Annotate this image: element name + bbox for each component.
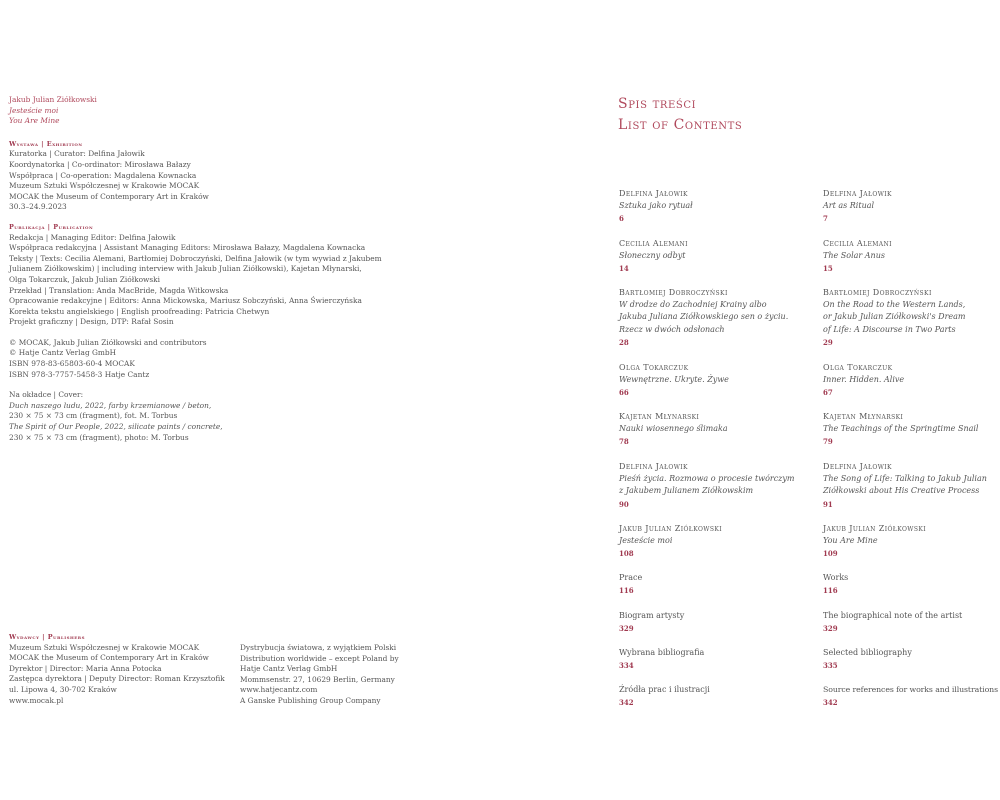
entry-title: Pieśń życia. Rozmowa o procesie twórczym	[619, 474, 795, 484]
publishers-right	[240, 643, 399, 707]
entry-title: The Teachings of the Springtime Snail	[823, 424, 979, 434]
entry-author: Kajetan Młynarski	[619, 412, 700, 421]
publication-line: Korekta tekstu angielskiego | English proofreading: Patricia Chetwyn	[9, 306, 270, 316]
entry-title: Works	[823, 573, 849, 582]
entry-author: Delfina Jałowik	[619, 189, 688, 198]
distribution-line: Dystrybucja światowa, z wyjątkiem Polski	[240, 643, 397, 652]
cover-heading: Na okładce | Cover:	[9, 390, 84, 400]
publisher-line: Muzeum Sztuki Współczesnej w Krakowie MOCAK	[9, 642, 200, 652]
toc-entry-en	[823, 523, 1000, 561]
toc-entry-en	[823, 684, 998, 709]
exhibition-line: Kuratorka | Curator: Delfina Jałowik	[9, 149, 145, 159]
toc-heading	[618, 94, 742, 136]
entry-title: Nauki wiosennego ślimaka	[619, 424, 728, 434]
publication-line: Olga Tokarczuk, Jakub Julian Ziółkowski	[9, 274, 160, 284]
distribution-url: www.hatjecantz.com	[240, 685, 318, 695]
toc-entry-pl	[619, 238, 799, 276]
copyright-line: © MOCAK, Jakub Julian Ziółkowski and contributors	[9, 337, 207, 347]
toc-entry-pl	[619, 287, 819, 349]
title-en: You Are Mine	[9, 116, 60, 126]
entry-page: 14	[619, 264, 629, 274]
entry-author: Bartłomiej Dobroczyński	[823, 288, 932, 297]
entry-page: 329	[823, 624, 838, 634]
publication-line: Przekład | Translation: Anda MacBride, Magda Witkowska	[9, 285, 229, 295]
exhibition-line: Muzeum Sztuki Współczesnej w Krakowie MOCAK	[9, 181, 200, 191]
entry-author: Jakub Julian Ziółkowski	[823, 524, 926, 533]
toc-entry-pl	[619, 523, 799, 561]
entry-page: 66	[619, 388, 629, 398]
entry-title: You Are Mine	[823, 536, 878, 546]
toc-entry-en	[823, 287, 998, 349]
entry-title: On the Road to the Western Lands,	[823, 300, 966, 310]
exhibition-line: MOCAK the Museum of Contemporary Art in Kraków	[9, 191, 209, 201]
title-pl: Jesteście moi	[9, 105, 59, 115]
exhibition-dates: 30.3–24.9.2023	[9, 202, 67, 212]
publication-line: Opracowanie redakcyjne | Editors: Anna Mickowska, Mariusz Sobczyński, Anna Świerczyńska	[9, 296, 362, 306]
toc-entry-pl	[619, 647, 799, 672]
toc-entry-en	[823, 647, 1000, 672]
publication-line: Projekt graficzny | Design, DTP: Rafał Sosin	[9, 317, 174, 327]
entry-title: The biographical note of the artist	[823, 611, 963, 620]
entry-title: The Solar Anus	[823, 251, 885, 261]
cover-line: The Spirit of Our People, 2022, silicate paints / concrete,	[9, 422, 223, 432]
entry-page: 28	[619, 337, 629, 347]
toc-entry-en	[823, 188, 1000, 226]
entry-title: Wybrana bibliografia	[619, 648, 705, 657]
entry-page: 79	[823, 437, 833, 447]
toc-entry-en	[823, 362, 1000, 400]
entry-page: 6	[619, 214, 624, 224]
entry-page: 108	[619, 549, 634, 559]
entry-author: Jakub Julian Ziółkowski	[619, 524, 722, 533]
exhibition-heading: Wystawa | Exhibition	[9, 139, 83, 148]
entry-title: or Jakub Julian Ziółkowski's Dream	[823, 312, 966, 322]
entry-title: The Song of Life: Talking to Jakub Julian	[823, 474, 987, 484]
entry-page: 116	[823, 586, 838, 596]
publisher-line: Zastępca dyrektora | Deputy Director: Roman Krzysztofik	[9, 674, 225, 684]
toc-entry-pl	[619, 362, 799, 400]
toc-title-pl: Spis treści	[618, 96, 697, 112]
entry-page: 29	[823, 337, 833, 347]
isbn-mocak: ISBN 978-83-65803-60-4 MOCAK	[9, 359, 135, 369]
publisher-line: Dyrektor | Director: Maria Anna Potocka	[9, 663, 162, 673]
entry-page: 334	[619, 661, 634, 671]
entry-page: 67	[823, 388, 833, 398]
publisher-line: ul. Lipowa 4, 30-702 Kraków	[9, 684, 117, 694]
publication-line: Redakcja | Managing Editor: Delfina Jałowik	[9, 232, 176, 242]
toc-title-en: List of Contents	[618, 117, 743, 133]
entry-page: 15	[823, 264, 833, 274]
entry-title: Ziółkowski about His Creative Process	[823, 486, 980, 496]
toc-entry-en	[823, 411, 998, 449]
entry-title: of Life: A Discourse in Two Parts	[823, 324, 956, 334]
entry-page: 335	[823, 661, 838, 671]
toc-entry-pl	[619, 188, 799, 226]
entry-author: Kajetan Młynarski	[823, 412, 904, 421]
entry-page: 342	[823, 698, 838, 708]
isbn-hatje-cantz: ISBN 978-3-7757-5458-3 Hatje Cantz	[9, 369, 150, 379]
toc-entry-pl	[619, 411, 799, 449]
entry-title: Jakuba Juliana Ziółkowskiego sen o życiu.	[619, 312, 789, 322]
artist-name: Jakub Julian Ziółkowski	[9, 95, 97, 104]
entry-author: Delfina Jałowik	[619, 462, 688, 471]
entry-title: Jesteście moi	[619, 536, 673, 546]
entry-title: Źródła prac i ilustracji	[619, 685, 710, 694]
entry-page: 91	[823, 499, 833, 509]
entry-author: Delfina Jałowik	[823, 189, 892, 198]
entry-title: Rzecz w dwóch odsłonach	[619, 324, 725, 334]
cover-line: Duch naszego ludu, 2022, farby krzemianowe / beton,	[9, 400, 212, 410]
entry-page: 116	[619, 586, 634, 596]
entry-title: Art as Ritual	[823, 201, 875, 211]
entry-author: Bartłomiej Dobroczyński	[619, 288, 728, 297]
publishers-left	[9, 632, 225, 706]
toc-entry-en	[823, 461, 998, 511]
distribution-line: A Ganske Publishing Group Company	[240, 695, 381, 705]
entry-author: Cecilia Alemani	[823, 239, 892, 248]
entry-author: Olga Tokarczuk	[823, 363, 893, 372]
cover-line: 230 × 75 × 73 cm (fragment), photo: M. Torbus	[9, 432, 189, 442]
toc-entry-en	[823, 572, 1000, 597]
entry-title: W drodze do Zachodniej Krainy albo	[619, 300, 767, 310]
toc-entry-pl	[619, 610, 799, 635]
distribution-line: Mommsenstr. 27, 10629 Berlin, Germany	[240, 674, 395, 684]
publisher-line: MOCAK the Museum of Contemporary Art in Kraków	[9, 653, 209, 663]
publication-line: Julianem Ziółkowskim) | including interview with Jakub Julian Ziółkowski), Kajetan Młynarski,	[9, 264, 362, 274]
entry-title: Selected bibliography	[823, 648, 912, 657]
toc-entry-pl	[619, 684, 799, 709]
entry-title: Source references for works and illustrations	[823, 685, 998, 694]
entry-author: Olga Tokarczuk	[619, 363, 689, 372]
entry-title: Sztuka jako rytuał	[619, 201, 693, 211]
exhibition-line: Koordynatorka | Co-ordinator: Mirosława Bałazy	[9, 159, 191, 169]
entry-title: Wewnętrzne. Ukryte. Żywe	[619, 375, 729, 385]
publication-line: Teksty | Texts: Cecilia Alemani, Bartłomiej Dobroczyński, Delfina Jałowik (w tym wywiad z Jakubem	[9, 253, 382, 263]
entry-page: 78	[619, 437, 629, 447]
entry-title: Słoneczny odbyt	[619, 251, 686, 261]
copyright-line: © Hatje Cantz Verlag GmbH	[9, 348, 117, 358]
distribution-line: Distribution worldwide – except Poland by	[240, 653, 399, 663]
entry-page: 109	[823, 549, 838, 559]
entry-title: z Jakubem Julianem Ziółkowskim	[619, 486, 754, 496]
entry-title: Inner. Hidden. Alive	[823, 375, 905, 385]
publisher-url: www.mocak.pl	[9, 695, 64, 705]
entry-page: 342	[619, 698, 634, 708]
publication-heading: Publikacja | Publication	[9, 222, 94, 231]
entry-page: 90	[619, 499, 629, 509]
entry-page: 7	[823, 214, 828, 224]
toc-entry-en	[823, 610, 998, 635]
exhibition-line: Współpraca | Co-operation: Magdalena Kownacka	[9, 170, 197, 180]
colophon	[9, 95, 382, 443]
entry-author: Cecilia Alemani	[619, 239, 688, 248]
entry-title: Prace	[619, 573, 643, 582]
toc-entry-pl	[619, 572, 799, 597]
entry-title: Biogram artysty	[619, 611, 685, 620]
toc-entry-en	[823, 238, 1000, 276]
publication-line: Współpraca redakcyjna | Assistant Managing Editors: Mirosława Bałazy, Magdalena Kownacka	[9, 243, 366, 253]
publishers-heading: Wydawcy | Publishers	[9, 633, 85, 641]
entry-page: 329	[619, 624, 634, 634]
toc-entry-pl	[619, 461, 819, 511]
entry-author: Delfina Jałowik	[823, 462, 892, 471]
distribution-line: Hatje Cantz Verlag GmbH	[240, 664, 338, 674]
cover-line: 230 × 75 × 73 cm (fragment), fot. M. Torbus	[9, 411, 178, 421]
